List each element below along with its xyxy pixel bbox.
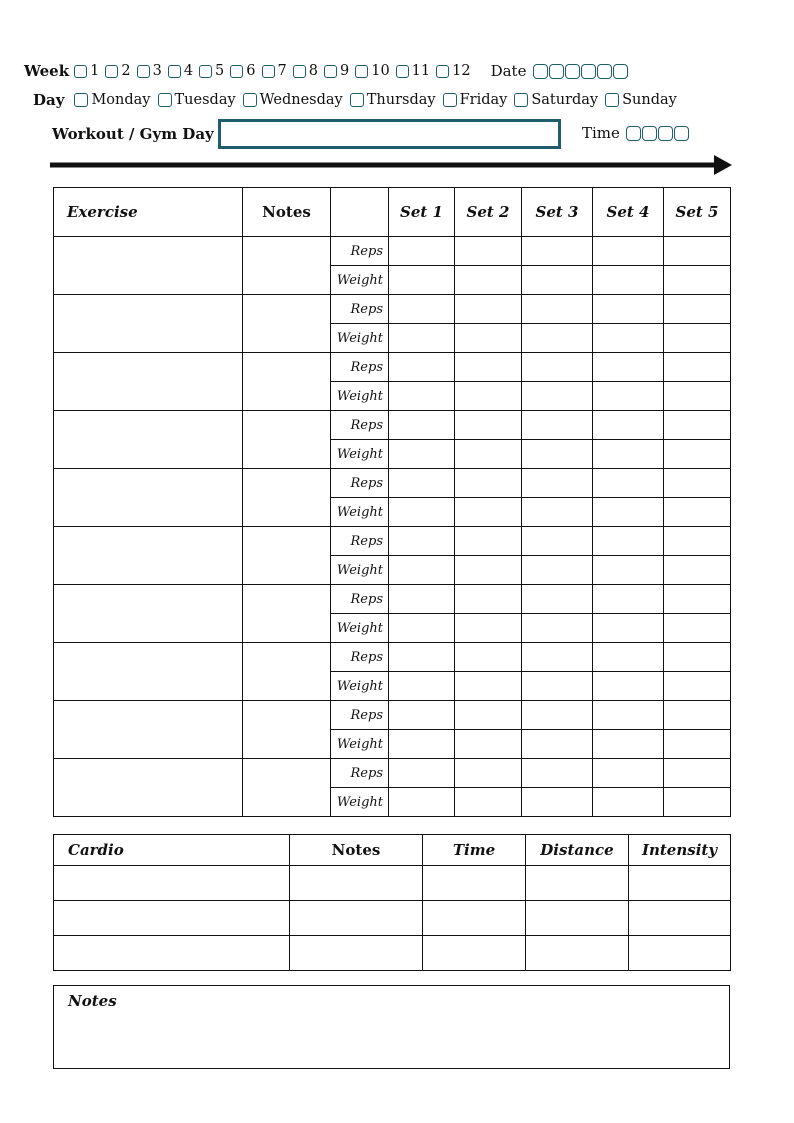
reps-set-5-cell[interactable] xyxy=(664,701,731,730)
weight-set-4-cell[interactable] xyxy=(593,440,664,469)
reps-set-4-cell[interactable] xyxy=(593,643,664,672)
exercise-name-cell[interactable] xyxy=(54,585,243,643)
checkbox-icon[interactable] xyxy=(396,65,409,78)
header-cardio: Cardio xyxy=(54,835,290,866)
weight-set-5-cell[interactable] xyxy=(664,730,731,759)
week-option-label: 6 xyxy=(246,63,256,79)
reps-set-1-cell[interactable] xyxy=(389,701,455,730)
weight-set-2-cell[interactable] xyxy=(455,324,522,353)
exercise-row-reps xyxy=(54,411,731,440)
checkbox-icon[interactable] xyxy=(168,65,181,78)
reps-set-2-cell[interactable] xyxy=(455,469,522,498)
weight-label: Weight xyxy=(331,614,389,643)
reps-label: Reps xyxy=(331,353,389,382)
header-notes: Notes xyxy=(243,188,331,237)
cardio-time-cell[interactable] xyxy=(423,936,526,971)
day-option-friday[interactable] xyxy=(443,92,508,108)
reps-set-1-cell[interactable] xyxy=(389,585,455,614)
weight-label: Weight xyxy=(331,266,389,295)
week-option-label: 5 xyxy=(215,63,225,79)
date-boxes xyxy=(533,64,629,79)
exercise-row-reps xyxy=(54,701,731,730)
reps-set-4-cell[interactable] xyxy=(593,295,664,324)
reps-set-3-cell[interactable] xyxy=(522,759,593,788)
week-option-4[interactable] xyxy=(168,63,193,79)
weight-set-1-cell[interactable] xyxy=(389,440,455,469)
header-set-1: Set 1 xyxy=(389,188,455,237)
day-option-label: Monday xyxy=(91,92,151,108)
exercise-notes-cell[interactable] xyxy=(243,295,331,353)
week-option-5[interactable] xyxy=(199,63,224,79)
reps-set-2-cell[interactable] xyxy=(455,353,522,382)
week-option-label: 4 xyxy=(183,63,194,79)
weight-set-4-cell[interactable] xyxy=(593,266,664,295)
day-option-label: Tuesday xyxy=(174,92,236,108)
header-cardio-time: Time xyxy=(423,835,526,866)
day-label: Day xyxy=(33,91,65,109)
cardio-distance-cell[interactable] xyxy=(526,936,629,971)
week-option-label: 2 xyxy=(121,63,131,79)
exercise-name-cell[interactable] xyxy=(54,527,243,585)
weight-label: Weight xyxy=(331,440,389,469)
reps-label: Reps xyxy=(331,643,389,672)
time-field xyxy=(582,124,690,142)
date-label: Date xyxy=(490,62,527,80)
week-option-label: 12 xyxy=(452,63,471,79)
weight-set-3-cell[interactable] xyxy=(522,498,593,527)
cardio-notes-cell[interactable] xyxy=(290,866,423,901)
exercise-notes-cell[interactable] xyxy=(243,759,331,817)
header-exercise: Exercise xyxy=(54,188,243,237)
checkbox-icon[interactable] xyxy=(158,93,172,107)
cardio-notes-cell[interactable] xyxy=(290,936,423,971)
cardio-time-cell[interactable] xyxy=(423,901,526,936)
checkbox-icon[interactable] xyxy=(324,65,337,78)
cardio-header-row xyxy=(54,835,731,866)
weight-set-4-cell[interactable] xyxy=(593,556,664,585)
week-label: Week xyxy=(24,62,70,80)
reps-label: Reps xyxy=(331,585,389,614)
date-digit-box[interactable] xyxy=(581,64,596,79)
cardio-time-cell[interactable] xyxy=(423,866,526,901)
weight-label: Weight xyxy=(331,556,389,585)
week-option-11[interactable] xyxy=(396,63,430,79)
checkbox-icon[interactable] xyxy=(605,93,619,107)
arrow-divider xyxy=(50,153,734,177)
time-digit-box[interactable] xyxy=(658,126,673,141)
reps-set-5-cell[interactable] xyxy=(664,469,731,498)
weight-set-3-cell[interactable] xyxy=(522,556,593,585)
reps-set-2-cell[interactable] xyxy=(455,295,522,324)
weight-set-2-cell[interactable] xyxy=(455,672,522,701)
exercise-name-cell[interactable] xyxy=(54,411,243,469)
exercise-notes-cell[interactable] xyxy=(243,353,331,411)
weight-set-2-cell[interactable] xyxy=(455,498,522,527)
cardio-activity-cell[interactable] xyxy=(54,866,290,901)
date-digit-box[interactable] xyxy=(549,64,564,79)
day-option-wednesday[interactable] xyxy=(243,92,343,108)
day-option-label: Wednesday xyxy=(259,92,343,108)
weight-set-4-cell[interactable] xyxy=(593,324,664,353)
header-cardio-notes: Notes xyxy=(290,835,423,866)
day-option-monday[interactable] xyxy=(74,92,150,108)
header-cardio-intensity: Intensity xyxy=(629,835,731,866)
weight-set-4-cell[interactable] xyxy=(593,788,664,817)
weight-set-3-cell[interactable] xyxy=(522,614,593,643)
weight-set-5-cell[interactable] xyxy=(664,672,731,701)
reps-set-5-cell[interactable] xyxy=(664,237,731,266)
header-blank xyxy=(331,188,389,237)
exercise-row-reps xyxy=(54,759,731,788)
exercise-row-reps xyxy=(54,527,731,556)
weight-set-1-cell[interactable] xyxy=(389,498,455,527)
weight-set-4-cell[interactable] xyxy=(593,672,664,701)
week-option-7[interactable] xyxy=(262,63,287,79)
header-cardio-distance: Distance xyxy=(526,835,629,866)
checkbox-icon[interactable] xyxy=(230,65,243,78)
reps-set-1-cell[interactable] xyxy=(389,353,455,382)
exercise-notes-cell[interactable] xyxy=(243,585,331,643)
weight-set-2-cell[interactable] xyxy=(455,556,522,585)
reps-set-3-cell[interactable] xyxy=(522,295,593,324)
reps-set-5-cell[interactable] xyxy=(664,759,731,788)
workout-input[interactable] xyxy=(218,119,561,149)
date-digit-box[interactable] xyxy=(613,64,628,79)
reps-set-1-cell[interactable] xyxy=(389,295,455,324)
reps-set-2-cell[interactable] xyxy=(455,411,522,440)
time-digit-box[interactable] xyxy=(674,126,689,141)
weight-set-1-cell[interactable] xyxy=(389,788,455,817)
weight-set-5-cell[interactable] xyxy=(664,324,731,353)
exercise-name-cell[interactable] xyxy=(54,353,243,411)
header-set-4: Set 4 xyxy=(593,188,664,237)
exercise-name-cell[interactable] xyxy=(54,759,243,817)
reps-set-2-cell[interactable] xyxy=(455,759,522,788)
exercise-notes-cell[interactable] xyxy=(243,643,331,701)
cardio-table xyxy=(53,834,731,971)
week-option-10[interactable] xyxy=(355,63,389,79)
day-option-tuesday[interactable] xyxy=(158,92,236,108)
day-option-thursday[interactable] xyxy=(350,92,436,108)
weight-set-1-cell[interactable] xyxy=(389,266,455,295)
weight-set-1-cell[interactable] xyxy=(389,556,455,585)
week-option-2[interactable] xyxy=(105,63,130,79)
checkbox-icon[interactable] xyxy=(262,65,275,78)
reps-set-4-cell[interactable] xyxy=(593,759,664,788)
weight-set-5-cell[interactable] xyxy=(664,382,731,411)
cardio-intensity-cell[interactable] xyxy=(629,866,731,901)
reps-set-4-cell[interactable] xyxy=(593,527,664,556)
exercise-name-cell[interactable] xyxy=(54,701,243,759)
exercise-name-cell[interactable] xyxy=(54,237,243,295)
cardio-activity-cell[interactable] xyxy=(54,936,290,971)
weight-set-1-cell[interactable] xyxy=(389,614,455,643)
week-option-label: 8 xyxy=(308,63,318,79)
weight-set-3-cell[interactable] xyxy=(522,440,593,469)
week-option-3[interactable] xyxy=(137,63,162,79)
time-digit-box[interactable] xyxy=(626,126,641,141)
cardio-notes-cell[interactable] xyxy=(290,901,423,936)
reps-set-5-cell[interactable] xyxy=(664,411,731,440)
reps-set-2-cell[interactable] xyxy=(455,237,522,266)
week-option-6[interactable] xyxy=(230,63,255,79)
week-option-label: 3 xyxy=(152,63,162,79)
weight-set-2-cell[interactable] xyxy=(455,266,522,295)
reps-label: Reps xyxy=(331,295,389,324)
weight-set-5-cell[interactable] xyxy=(664,614,731,643)
weight-set-4-cell[interactable] xyxy=(593,382,664,411)
exercise-row-reps xyxy=(54,469,731,498)
checkbox-icon[interactable] xyxy=(243,93,257,107)
week-option-12[interactable] xyxy=(436,63,470,79)
reps-set-4-cell[interactable] xyxy=(593,411,664,440)
weight-set-5-cell[interactable] xyxy=(664,266,731,295)
weight-label: Weight xyxy=(331,382,389,411)
cardio-distance-cell[interactable] xyxy=(526,901,629,936)
reps-set-4-cell[interactable] xyxy=(593,585,664,614)
exercise-notes-cell[interactable] xyxy=(243,469,331,527)
reps-set-1-cell[interactable] xyxy=(389,411,455,440)
week-option-label: 7 xyxy=(277,63,287,79)
weight-set-1-cell[interactable] xyxy=(389,382,455,411)
day-option-label: Sunday xyxy=(622,92,677,108)
reps-set-5-cell[interactable] xyxy=(664,527,731,556)
weight-set-2-cell[interactable] xyxy=(455,788,522,817)
checkbox-icon[interactable] xyxy=(74,93,88,107)
reps-label: Reps xyxy=(331,237,389,266)
weight-set-3-cell[interactable] xyxy=(522,266,593,295)
checkbox-icon[interactable] xyxy=(137,65,150,78)
reps-set-4-cell[interactable] xyxy=(593,469,664,498)
weight-set-5-cell[interactable] xyxy=(664,440,731,469)
exercise-row-reps xyxy=(54,295,731,324)
week-option-label: 1 xyxy=(90,63,100,79)
notes-title: Notes xyxy=(68,992,117,1010)
reps-set-5-cell[interactable] xyxy=(664,585,731,614)
header-set-2: Set 2 xyxy=(455,188,522,237)
day-option-sunday[interactable] xyxy=(605,92,677,108)
day-option-saturday[interactable] xyxy=(514,92,598,108)
weight-label: Weight xyxy=(331,324,389,353)
week-option-label: 9 xyxy=(339,63,350,79)
weight-set-5-cell[interactable] xyxy=(664,556,731,585)
date-digit-box[interactable] xyxy=(533,64,548,79)
reps-set-2-cell[interactable] xyxy=(455,527,522,556)
weight-set-1-cell[interactable] xyxy=(389,730,455,759)
checkbox-icon[interactable] xyxy=(350,93,364,107)
checkbox-icon[interactable] xyxy=(293,65,306,78)
exercise-row-reps xyxy=(54,353,731,382)
reps-label: Reps xyxy=(331,701,389,730)
exercise-notes-cell[interactable] xyxy=(243,237,331,295)
reps-set-3-cell[interactable] xyxy=(522,643,593,672)
exercise-table xyxy=(53,187,731,817)
reps-set-1-cell[interactable] xyxy=(389,237,455,266)
exercise-row-reps xyxy=(54,237,731,266)
reps-label: Reps xyxy=(331,469,389,498)
checkbox-icon[interactable] xyxy=(443,93,457,107)
header-set-3: Set 3 xyxy=(522,188,593,237)
reps-set-3-cell[interactable] xyxy=(522,237,593,266)
cardio-distance-cell[interactable] xyxy=(526,866,629,901)
reps-set-5-cell[interactable] xyxy=(664,295,731,324)
time-digit-box[interactable] xyxy=(642,126,657,141)
reps-set-5-cell[interactable] xyxy=(664,353,731,382)
weight-set-3-cell[interactable] xyxy=(522,788,593,817)
weight-set-4-cell[interactable] xyxy=(593,614,664,643)
checkbox-icon[interactable] xyxy=(199,65,212,78)
reps-set-1-cell[interactable] xyxy=(389,643,455,672)
reps-set-4-cell[interactable] xyxy=(593,237,664,266)
exercise-header-row xyxy=(54,188,731,237)
date-digit-box[interactable] xyxy=(565,64,580,79)
workout-label: Workout / Gym Day xyxy=(52,125,214,143)
notes-box[interactable] xyxy=(53,985,730,1069)
weight-set-1-cell[interactable] xyxy=(389,672,455,701)
weight-set-4-cell[interactable] xyxy=(593,730,664,759)
reps-set-2-cell[interactable] xyxy=(455,585,522,614)
cardio-row xyxy=(54,936,731,971)
reps-set-3-cell[interactable] xyxy=(522,585,593,614)
weight-set-2-cell[interactable] xyxy=(455,730,522,759)
reps-set-1-cell[interactable] xyxy=(389,527,455,556)
week-option-9[interactable] xyxy=(324,63,349,79)
cardio-row xyxy=(54,866,731,901)
exercise-name-cell[interactable] xyxy=(54,295,243,353)
checkbox-icon[interactable] xyxy=(74,65,87,78)
cardio-intensity-cell[interactable] xyxy=(629,901,731,936)
weight-set-2-cell[interactable] xyxy=(455,440,522,469)
week-selector xyxy=(24,61,629,81)
weight-set-2-cell[interactable] xyxy=(455,382,522,411)
checkbox-icon[interactable] xyxy=(436,65,449,78)
weight-set-3-cell[interactable] xyxy=(522,382,593,411)
exercise-notes-cell[interactable] xyxy=(243,527,331,585)
checkbox-icon[interactable] xyxy=(514,93,528,107)
weight-set-3-cell[interactable] xyxy=(522,324,593,353)
reps-set-5-cell[interactable] xyxy=(664,643,731,672)
reps-label: Reps xyxy=(331,411,389,440)
day-option-label: Saturday xyxy=(531,92,599,108)
reps-label: Reps xyxy=(331,759,389,788)
reps-set-3-cell[interactable] xyxy=(522,411,593,440)
exercise-name-cell[interactable] xyxy=(54,643,243,701)
reps-set-4-cell[interactable] xyxy=(593,353,664,382)
exercise-row-reps xyxy=(54,643,731,672)
weight-label: Weight xyxy=(331,498,389,527)
reps-set-3-cell[interactable] xyxy=(522,701,593,730)
reps-set-1-cell[interactable] xyxy=(389,759,455,788)
reps-set-2-cell[interactable] xyxy=(455,701,522,730)
cardio-intensity-cell[interactable] xyxy=(629,936,731,971)
reps-set-4-cell[interactable] xyxy=(593,701,664,730)
weight-set-3-cell[interactable] xyxy=(522,672,593,701)
exercise-notes-cell[interactable] xyxy=(243,701,331,759)
cardio-row xyxy=(54,901,731,936)
time-label: Time xyxy=(582,124,620,142)
weight-set-2-cell[interactable] xyxy=(455,614,522,643)
reps-set-1-cell[interactable] xyxy=(389,469,455,498)
date-digit-box[interactable] xyxy=(597,64,612,79)
reps-label: Reps xyxy=(331,527,389,556)
day-option-label: Friday xyxy=(459,92,508,108)
day-option-label: Thursday xyxy=(366,92,436,108)
checkbox-icon[interactable] xyxy=(105,65,118,78)
weight-label: Weight xyxy=(331,730,389,759)
week-option-1[interactable] xyxy=(74,63,99,79)
weight-set-5-cell[interactable] xyxy=(664,498,731,527)
weight-set-3-cell[interactable] xyxy=(522,730,593,759)
checkbox-icon[interactable] xyxy=(355,65,368,78)
exercise-row-reps xyxy=(54,585,731,614)
week-option-8[interactable] xyxy=(293,63,318,79)
weight-label: Weight xyxy=(331,788,389,817)
cardio-activity-cell[interactable] xyxy=(54,901,290,936)
reps-set-3-cell[interactable] xyxy=(522,527,593,556)
reps-set-3-cell[interactable] xyxy=(522,353,593,382)
exercise-name-cell[interactable] xyxy=(54,469,243,527)
arrow-head-icon xyxy=(714,155,732,175)
weight-set-4-cell[interactable] xyxy=(593,498,664,527)
reps-set-2-cell[interactable] xyxy=(455,643,522,672)
reps-set-3-cell[interactable] xyxy=(522,469,593,498)
weight-label: Weight xyxy=(331,672,389,701)
exercise-notes-cell[interactable] xyxy=(243,411,331,469)
header-set-5: Set 5 xyxy=(664,188,731,237)
weight-set-5-cell[interactable] xyxy=(664,788,731,817)
day-selector xyxy=(33,90,684,110)
weight-set-1-cell[interactable] xyxy=(389,324,455,353)
week-option-label: 10 xyxy=(371,63,390,79)
week-option-label: 11 xyxy=(411,63,431,79)
